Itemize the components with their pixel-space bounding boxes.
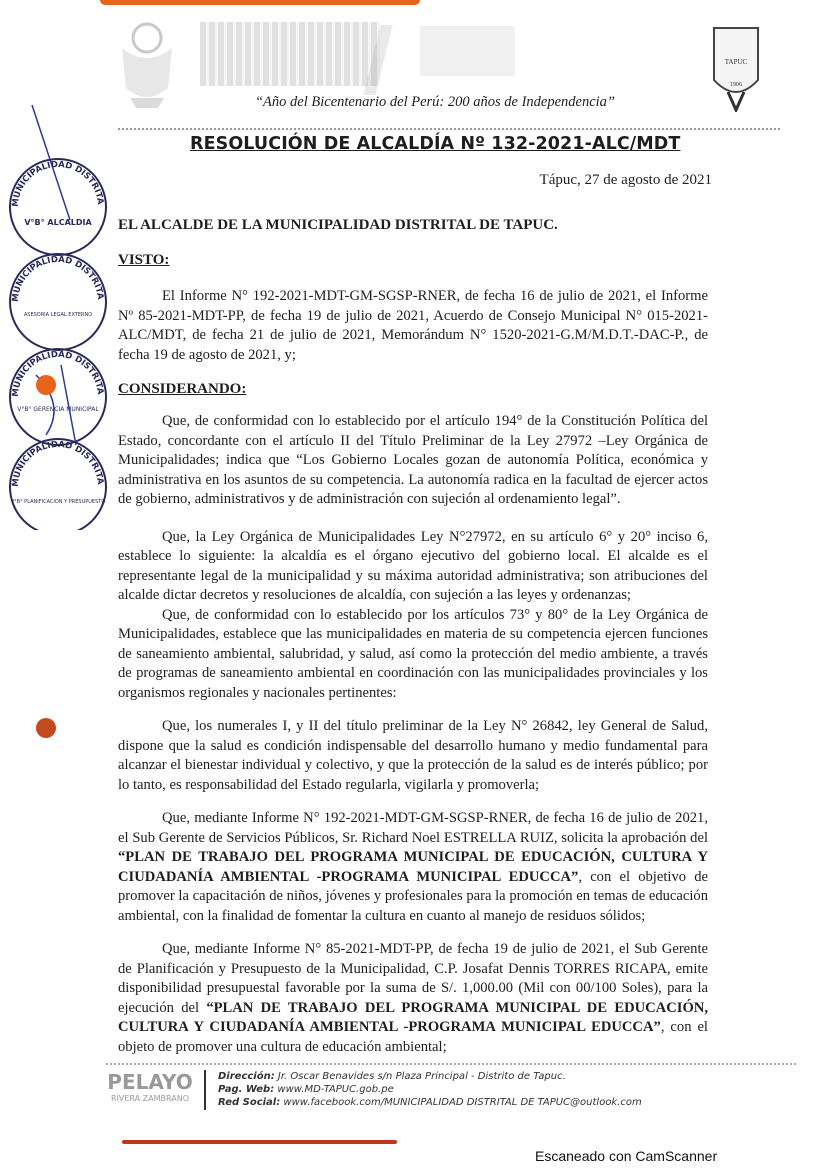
- motto: “Año del Bicentenario del Perú: 200 años de Independencia”: [254, 94, 615, 110]
- approval-stamps: [0, 100, 120, 530]
- considerando-paragraph-6: [118, 940, 708, 1057]
- tapuc-crest-icon: [708, 22, 764, 112]
- orange-dot: [36, 375, 56, 395]
- paragraph-text: , con el objeto de promover una cultura de educación ambiental;: [118, 1019, 708, 1055]
- stamp-planificacion: [2, 428, 106, 530]
- svg-text:V°B° GERENCIA MUNICIPAL: V°B° GERENCIA MUNICIPAL: [17, 406, 99, 413]
- visto-heading: VISTO:: [118, 252, 170, 268]
- visto-paragraph: [118, 287, 708, 365]
- paragraph-text: Que, la Ley Orgánica de Municipalidades Ley N°27972, en su artículo 6° y 20° inciso 6, establece lo siguiente: la alcaldía es el órgano ejecutivo del gobierno local. El alcalde es el representante legal de la municipalidad y su máxima autoridad administrativa; son atribuciones del alcalde dictar decretos y resoluciones de alcaldía, con sujeción a las leyes y ordenanzas;: [118, 528, 708, 603]
- stamp-alcaldia: [2, 148, 106, 255]
- address: Jr. Oscar Benavides s/n Plaza Principal - Distrito de Tapuc.: [277, 1071, 566, 1082]
- svg-text:MUNICIPALIDAD DISTRITAL DE TAP: MUNICIPALIDAD DISTRITAL DE TAPUC: [2, 338, 105, 398]
- svg-text:ASESORIA LEGAL EXTERNO: ASESORIA LEGAL EXTERNO: [23, 312, 93, 318]
- svg-text:V°B° ALCALDIA: V°B° ALCALDIA: [24, 218, 92, 227]
- considerando-paragraph-2: [118, 528, 708, 606]
- considerando-paragraph-1: [118, 412, 708, 510]
- svg-text:V°B° PLANIFICACION Y PRESUPUES: V°B° PLANIFICACION Y PRESUPUESTO: [10, 499, 106, 505]
- document-body: [107, 215, 718, 1174]
- municipal-logo: [200, 22, 380, 86]
- paragraph-text: Que, mediante Informe N° 192-2021-MDT-GM-SGSP-RNER, de fecha 16 de julio de 2021, el Sub Gerente de Servicios Públicos, Sr. Richard Noel ESTRELLA RUIZ, solicita la aprobación del: [118, 810, 708, 846]
- web-label: Pag. Web:: [218, 1084, 275, 1095]
- coat-of-arms-icon: [112, 18, 182, 110]
- orange-dot: [36, 718, 56, 738]
- header-divider: [118, 128, 780, 130]
- visto-text: El Informe N° 192-2021-MDT-GM-SGSP-RNER, de fecha 16 de julio de 2021, el Informe Nº 85-2021-MDT-PP, de fecha 19 de julio de 2021, Acuerdo de Consejo Municipal N° 015-2021-ALC/MDT, de fecha 21 de julio de 2021, Memorándum N° 1520-2021-G.M/M.D.T.-DAC-P., de fecha 19 de agosto de 2021, y;: [118, 288, 708, 363]
- svg-text:MUNICIPALIDAD DISTRITAL DE TAP: MUNICIPALIDAD DISTRITAL DE TAPUC: [2, 428, 105, 488]
- web-link[interactable]: www.MD-TAPUC.gob.pe: [277, 1084, 394, 1095]
- plan-name: “PLAN DE TRABAJO DEL PROGRAMA MUNICIPAL DE EDUCACIÓN, CULTURA Y CIUDADANÍA AMBIENTAL -PROGRAMA MUNICIPAL EDUCCA”: [118, 999, 708, 1035]
- stamp-gerencia-municipal: [2, 338, 106, 445]
- logo-block: [420, 26, 515, 76]
- considerando-paragraph-4: [118, 717, 708, 795]
- paragraph-text: Que, de conformidad con lo establecido por los artículos 73° y 80° de la Ley Orgánica de Municipalidades, establece que las municipalidades en materia de su competencia ejercen funciones de saneamiento ambiental, salubridad, y salud, así como la protección del medio ambiente, a través de programas de saneamiento ambiental en coordinación con las municipalidades provinciales y los organismos regionales y nacionales pertinentes:: [118, 606, 708, 701]
- svg-text:MUNICIPALIDAD DISTRITAL DE TAP: MUNICIPALIDAD DISTRITAL DE TAPUC: [2, 148, 105, 208]
- stamp-asesoria-legal: [2, 243, 106, 350]
- social-label: Red Social:: [218, 1097, 281, 1108]
- svg-text:1906: 1906: [730, 82, 742, 88]
- considerando-paragraph-3: [118, 606, 708, 704]
- paragraph-text: Que, de conformidad con lo establecido por el artículo 194° de la Constitución Política del Estado, concordante con el artículo II del Título Preliminar de la Ley 27972 –Ley Orgánica de Municipalidades; indica que “Los Gobierno Locales gozan de autonomía Política, económica y administrativa en los asuntos de su competencia. La autonomía radica en la facultad de ejercer actos de gobierno, administrativos y de administración con sujeción al ordenamiento legal”.: [118, 413, 708, 507]
- footer-logo-sub: RIVERA ZAMBRANO: [110, 1094, 190, 1103]
- resolution-title: RESOLUCIÓN DE ALCALDÍA Nº 132-2021-ALC/MDT: [190, 134, 681, 154]
- paragraph-text: , con el objetivo de promover la capacitación de niños, jóvenes y profesionales para la promoción en temas de educación ambiental, con la finalidad de fomentar la cultura en cuanto al manejo de residuos sólidos;: [118, 868, 709, 924]
- paragraph-text: Que, mediante Informe N° 85-2021-MDT-PP, de fecha 19 de julio de 2021, el Sub Gerente de Planificación y Presupuesto de la Municipalidad, C.P. Josafat Dennis TORRES RICAPA, emite disponibilidad presupuestal favorable por la suma de S/. 1,000.00 (Mil con 00/100 Soles), para la ejecución del: [118, 941, 708, 1016]
- social-link[interactable]: www.facebook.com/MUNICIPALIDAD DISTRITAL DE TAPUC@outlook.com: [283, 1097, 642, 1108]
- camscanner-watermark: Escaneado con CamScanner: [535, 1148, 718, 1164]
- svg-text:TAPUC: TAPUC: [724, 58, 748, 66]
- bottom-red-edge: [122, 1140, 397, 1144]
- footer: [106, 1063, 796, 1110]
- footer-separator: [204, 1070, 206, 1110]
- paragraph-text: Que, los numerales I, y II del título preliminar de la Ley N° 26842, ley General de Salud, dispone que la salud es condición indispensable del desarrollo humano y medio fundamental para alcanzar el bienestar individual y colectivo, y que la protección de la salud es de interés público; por lo tanto, es responsabilidad del Estado regularla, vigilarla y promoverla;: [118, 718, 708, 793]
- plan-name: “PLAN DE TRABAJO DEL PROGRAMA MUNICIPAL DE EDUCACIÓN, CULTURA Y CIUDADANÍA AMBIENTAL -PROGRAMA MUNICIPAL EDUCCA”: [118, 849, 708, 885]
- document-date: Tápuc, 27 de agosto de 2021: [539, 172, 712, 188]
- top-orange-edge: [100, 0, 420, 5]
- address-label: Dirección:: [218, 1071, 275, 1082]
- footer-logo-text: PELAYO: [107, 1070, 193, 1094]
- footer-logo: [106, 1070, 194, 1104]
- considerando-paragraph-5: [118, 809, 708, 926]
- considerando-heading: CONSIDERANDO:: [118, 381, 247, 397]
- issuer: EL ALCALDE DE LA MUNICIPALIDAD DISTRITAL DE TAPUC.: [118, 217, 558, 233]
- footer-contact: [218, 1070, 642, 1109]
- svg-text:MUNICIPALIDAD DISTRITAL DE TAP: MUNICIPALIDAD DISTRITAL DE TAPUC: [2, 243, 105, 303]
